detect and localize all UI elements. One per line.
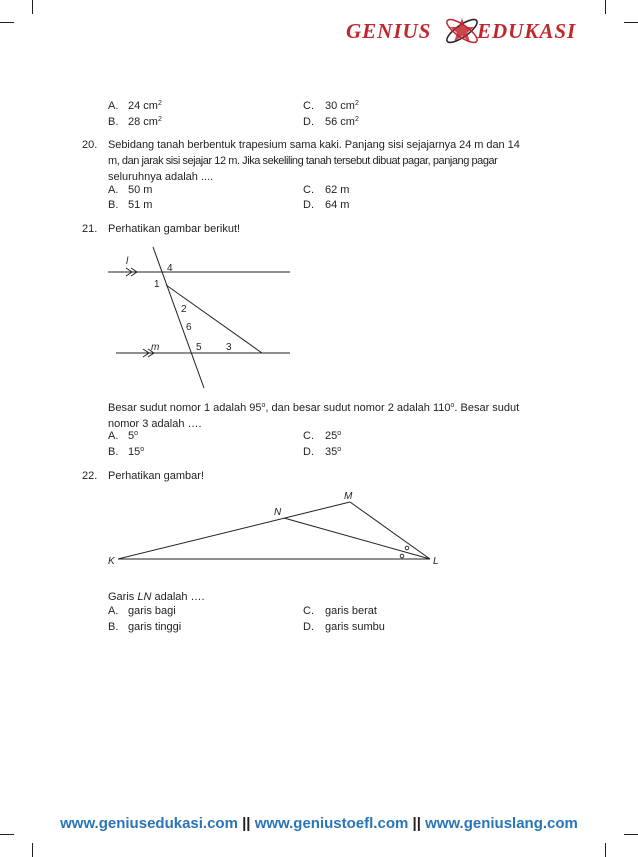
option-letter: B. — [108, 116, 119, 128]
angle-label-6: 6 — [186, 322, 192, 333]
option-letter: C. — [303, 430, 314, 442]
option-letter: C. — [303, 605, 314, 617]
question-number: 20. — [82, 139, 98, 151]
side-ML — [350, 502, 430, 559]
footer-link-geniustoefl[interactable]: www.geniustoefl.com — [254, 815, 409, 832]
angle-label-1: 1 — [154, 279, 160, 290]
option-text: garis tinggi — [128, 621, 182, 633]
question-number: 21. — [82, 223, 98, 235]
option-text: 62 m — [325, 184, 350, 196]
option-text: 50 m — [128, 184, 153, 196]
option-letter: D. — [303, 446, 314, 458]
question-prompt: Perhatikan gambar berikut! — [108, 223, 241, 235]
option-letter: A. — [108, 605, 119, 617]
option-letter: C. — [303, 100, 314, 112]
footer-link-geniusedukasi[interactable]: www.geniusedukasi.com — [60, 815, 238, 832]
option-text: 56 $cm^2$ — [325, 116, 359, 128]
question-number: 22. — [82, 470, 98, 482]
vertex-label-L: L — [433, 556, 439, 567]
option-text: 30 $cm^2$ — [325, 100, 359, 112]
logo-word-genius: GENIUS — [346, 19, 432, 43]
question-text-line: Sebidang tanah berbentuk trapesium sama kaki. Panjang sisi sejajarnya 24 m dan 14 — [108, 139, 520, 151]
label-line-l: l — [126, 256, 129, 267]
option-text: 25$^o$ — [325, 430, 342, 442]
angle-mark-icon — [400, 554, 404, 558]
question-prompt: Perhatikan gambar! — [108, 470, 204, 482]
question-text-line: Garis LN adalah …. — [108, 591, 205, 603]
angle-label-2: 2 — [181, 304, 187, 315]
angle-mark-icon — [405, 546, 409, 550]
question-text-line: seluruhnya adalah .... — [108, 171, 214, 183]
question-text-line: m, dan jarak sisi sejajar 12 m. Jika sekeliling tanah tersebut dibuat pagar, panjang pagar — [108, 155, 498, 167]
footer-link-geniuslang[interactable]: www.geniuslang.com — [425, 815, 578, 832]
option-letter: A. — [108, 430, 119, 442]
option-letter: A. — [108, 184, 119, 196]
option-letter: D. — [303, 621, 314, 633]
option-text: 24 $cm^2$ — [128, 100, 162, 112]
option-text: 28 $cm^2$ — [128, 116, 162, 128]
option-letter: A. — [108, 100, 119, 112]
option-letter: B. — [108, 199, 119, 211]
option-letter: D. — [303, 199, 314, 211]
option-text: 51 m — [128, 199, 153, 211]
question-text-line: nomor 3 adalah …. — [108, 418, 202, 430]
segment-LN — [284, 518, 430, 559]
angle-label-5: 5 — [196, 342, 202, 353]
footer-separator: || — [242, 815, 251, 832]
option-text: garis berat — [325, 605, 377, 617]
angle-label-3: 3 — [226, 342, 232, 353]
option-text: 15$^o$ — [128, 446, 145, 458]
vertex-label-M: M — [344, 491, 353, 502]
label-line-m: m — [151, 342, 160, 353]
option-letter: B. — [108, 446, 119, 458]
option-letter: C. — [303, 184, 314, 196]
option-text: garis sumbu — [325, 621, 385, 633]
vertex-label-N: N — [274, 507, 282, 518]
vertex-label-K: K — [108, 556, 115, 567]
footer-links — [0, 815, 638, 832]
option-text: garis bagi — [128, 605, 176, 617]
logo-word-edukasi: EDUKASI — [477, 19, 577, 43]
option-letter: B. — [108, 621, 119, 633]
option-text: 35$^o$ — [325, 446, 342, 458]
side-KM — [118, 502, 350, 559]
option-text: 64 m — [325, 199, 350, 211]
option-text: 5$^o$ — [128, 430, 139, 442]
footer-separator: || — [412, 815, 421, 832]
question-text-line: Besar sudut nomor 1 adalah 95$^o$, dan besar sudut nomor 2 adalah 110$^o$. Besar sudut — [108, 402, 520, 414]
option-letter: D. — [303, 116, 314, 128]
angle-label-4: 4 — [167, 263, 173, 274]
